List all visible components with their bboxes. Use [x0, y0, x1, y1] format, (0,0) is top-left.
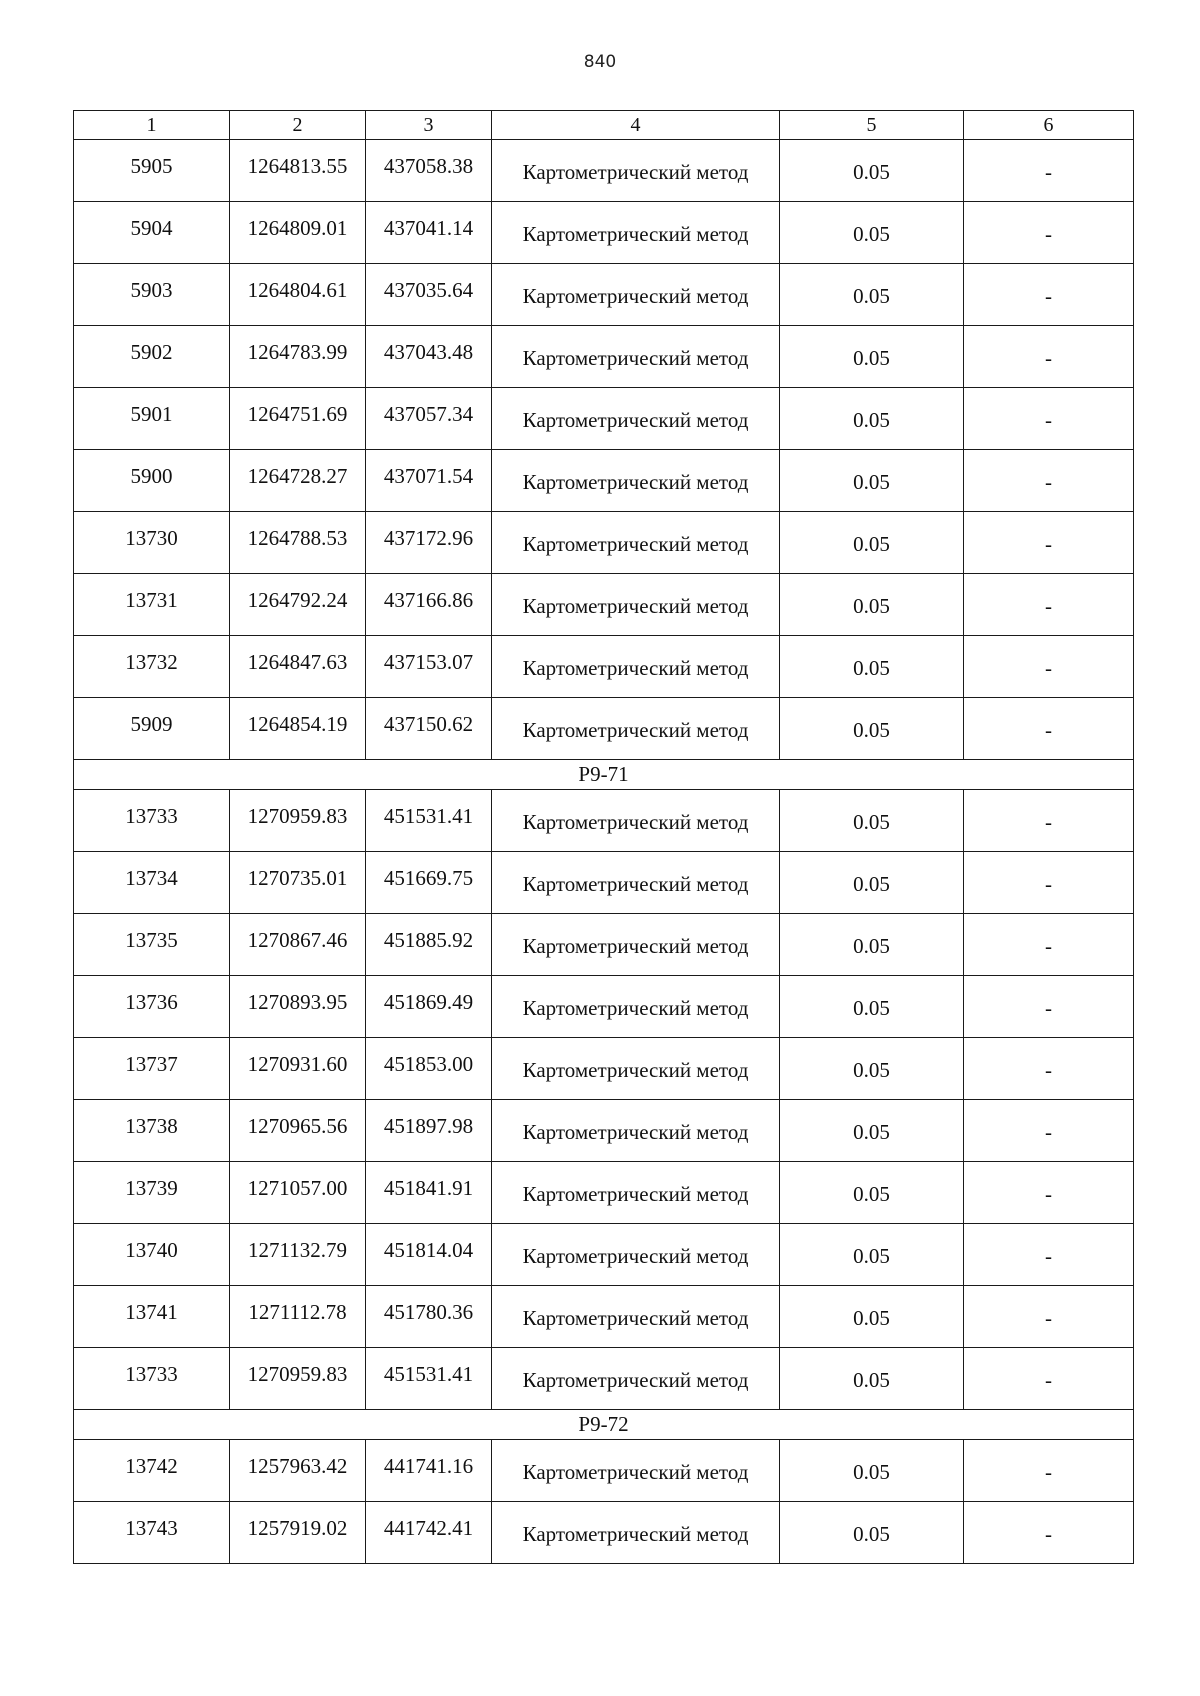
note-cell: -	[964, 450, 1134, 512]
column-header: 5	[780, 111, 964, 140]
note-cell: -	[964, 852, 1134, 914]
accuracy-cell: 0.05	[780, 512, 964, 574]
accuracy-cell: 0.05	[780, 1502, 964, 1564]
y-coordinate-cell: 437057.34	[366, 388, 492, 450]
table-row	[74, 1100, 1134, 1162]
x-coordinate-cell: 1264847.63	[230, 636, 366, 698]
method-cell: Картометрический метод	[492, 388, 780, 450]
note-cell: -	[964, 1162, 1134, 1224]
method-cell: Картометрический метод	[492, 1162, 780, 1224]
column-header: 3	[366, 111, 492, 140]
method-cell: Картометрический метод	[492, 852, 780, 914]
accuracy-cell: 0.05	[780, 1100, 964, 1162]
accuracy-cell: 0.05	[780, 852, 964, 914]
table-row	[74, 1440, 1134, 1502]
table-row	[74, 264, 1134, 326]
method-cell: Картометрический метод	[492, 1440, 780, 1502]
x-coordinate-cell: 1264813.55	[230, 140, 366, 202]
point-number-cell: 13734	[74, 852, 230, 914]
table-row	[74, 1224, 1134, 1286]
x-coordinate-cell: 1271057.00	[230, 1162, 366, 1224]
y-coordinate-cell: 451669.75	[366, 852, 492, 914]
column-header: 2	[230, 111, 366, 140]
point-number-cell: 5903	[74, 264, 230, 326]
point-number-cell: 13743	[74, 1502, 230, 1564]
method-cell: Картометрический метод	[492, 326, 780, 388]
table-row	[74, 976, 1134, 1038]
accuracy-cell: 0.05	[780, 326, 964, 388]
accuracy-cell: 0.05	[780, 1038, 964, 1100]
column-header: 6	[964, 111, 1134, 140]
point-number-cell: 13733	[74, 1348, 230, 1410]
note-cell: -	[964, 1100, 1134, 1162]
table-row	[74, 202, 1134, 264]
note-cell: -	[964, 388, 1134, 450]
method-cell: Картометрический метод	[492, 914, 780, 976]
y-coordinate-cell: 437043.48	[366, 326, 492, 388]
point-number-cell: 13732	[74, 636, 230, 698]
point-number-cell: 5904	[74, 202, 230, 264]
page-number: 840	[583, 52, 617, 72]
column-header: 1	[74, 111, 230, 140]
x-coordinate-cell: 1270893.95	[230, 976, 366, 1038]
table-row	[74, 1348, 1134, 1410]
accuracy-cell: 0.05	[780, 264, 964, 326]
table-row	[74, 698, 1134, 760]
accuracy-cell: 0.05	[780, 914, 964, 976]
point-number-cell: 5902	[74, 326, 230, 388]
method-cell: Картометрический метод	[492, 264, 780, 326]
table-row	[74, 140, 1134, 202]
point-number-cell: 13739	[74, 1162, 230, 1224]
x-coordinate-cell: 1264854.19	[230, 698, 366, 760]
y-coordinate-cell: 451885.92	[366, 914, 492, 976]
table-row	[74, 1162, 1134, 1224]
x-coordinate-cell: 1264804.61	[230, 264, 366, 326]
point-number-cell: 13733	[74, 790, 230, 852]
note-cell: -	[964, 264, 1134, 326]
y-coordinate-cell: 451531.41	[366, 1348, 492, 1410]
note-cell: -	[964, 790, 1134, 852]
y-coordinate-cell: 451897.98	[366, 1100, 492, 1162]
note-cell: -	[964, 1440, 1134, 1502]
accuracy-cell: 0.05	[780, 388, 964, 450]
point-number-cell: 5905	[74, 140, 230, 202]
x-coordinate-cell: 1264792.24	[230, 574, 366, 636]
table-row	[74, 574, 1134, 636]
x-coordinate-cell: 1264783.99	[230, 326, 366, 388]
x-coordinate-cell: 1271112.78	[230, 1286, 366, 1348]
note-cell: -	[964, 1502, 1134, 1564]
method-cell: Картометрический метод	[492, 790, 780, 852]
method-cell: Картометрический метод	[492, 450, 780, 512]
accuracy-cell: 0.05	[780, 450, 964, 512]
note-cell: -	[964, 914, 1134, 976]
x-coordinate-cell: 1257963.42	[230, 1440, 366, 1502]
method-cell: Картометрический метод	[492, 1100, 780, 1162]
method-cell: Картометрический метод	[492, 636, 780, 698]
table-row	[74, 852, 1134, 914]
x-coordinate-cell: 1264809.01	[230, 202, 366, 264]
column-number-header-row	[74, 111, 1134, 140]
accuracy-cell: 0.05	[780, 574, 964, 636]
accuracy-cell: 0.05	[780, 1224, 964, 1286]
accuracy-cell: 0.05	[780, 1348, 964, 1410]
x-coordinate-cell: 1271132.79	[230, 1224, 366, 1286]
note-cell: -	[964, 698, 1134, 760]
accuracy-cell: 0.05	[780, 1440, 964, 1502]
method-cell: Картометрический метод	[492, 1348, 780, 1410]
point-number-cell: 5909	[74, 698, 230, 760]
x-coordinate-cell: 1264751.69	[230, 388, 366, 450]
note-cell: -	[964, 1038, 1134, 1100]
table-row	[74, 1286, 1134, 1348]
x-coordinate-cell: 1257919.02	[230, 1502, 366, 1564]
point-number-cell: 13730	[74, 512, 230, 574]
table-row	[74, 450, 1134, 512]
x-coordinate-cell: 1270867.46	[230, 914, 366, 976]
x-coordinate-cell: 1270965.56	[230, 1100, 366, 1162]
table-row	[74, 388, 1134, 450]
x-coordinate-cell: 1270959.83	[230, 790, 366, 852]
y-coordinate-cell: 437172.96	[366, 512, 492, 574]
point-number-cell: 5901	[74, 388, 230, 450]
method-cell: Картометрический метод	[492, 202, 780, 264]
method-cell: Картометрический метод	[492, 976, 780, 1038]
method-cell: Картометрический метод	[492, 698, 780, 760]
point-number-cell: 13736	[74, 976, 230, 1038]
point-number-cell: 13741	[74, 1286, 230, 1348]
method-cell: Картометрический метод	[492, 512, 780, 574]
x-coordinate-cell: 1264788.53	[230, 512, 366, 574]
accuracy-cell: 0.05	[780, 202, 964, 264]
y-coordinate-cell: 451841.91	[366, 1162, 492, 1224]
y-coordinate-cell: 437058.38	[366, 140, 492, 202]
note-cell: -	[964, 1348, 1134, 1410]
x-coordinate-cell: 1264728.27	[230, 450, 366, 512]
table-row	[74, 1038, 1134, 1100]
accuracy-cell: 0.05	[780, 1286, 964, 1348]
y-coordinate-cell: 451780.36	[366, 1286, 492, 1348]
method-cell: Картометрический метод	[492, 1286, 780, 1348]
section-title-row	[74, 1410, 1134, 1440]
method-cell: Картометрический метод	[492, 140, 780, 202]
y-coordinate-cell: 437041.14	[366, 202, 492, 264]
point-number-cell: 13737	[74, 1038, 230, 1100]
point-number-cell: 13740	[74, 1224, 230, 1286]
y-coordinate-cell: 451814.04	[366, 1224, 492, 1286]
note-cell: -	[964, 202, 1134, 264]
column-header: 4	[492, 111, 780, 140]
y-coordinate-cell: 437166.86	[366, 574, 492, 636]
x-coordinate-cell: 1270735.01	[230, 852, 366, 914]
note-cell: -	[964, 326, 1134, 388]
note-cell: -	[964, 636, 1134, 698]
y-coordinate-cell: 437153.07	[366, 636, 492, 698]
y-coordinate-cell: 451531.41	[366, 790, 492, 852]
note-cell: -	[964, 1286, 1134, 1348]
y-coordinate-cell: 441742.41	[366, 1502, 492, 1564]
y-coordinate-cell: 451869.49	[366, 976, 492, 1038]
accuracy-cell: 0.05	[780, 636, 964, 698]
accuracy-cell: 0.05	[780, 1162, 964, 1224]
point-number-cell: 5900	[74, 450, 230, 512]
y-coordinate-cell: 441741.16	[366, 1440, 492, 1502]
accuracy-cell: 0.05	[780, 790, 964, 852]
point-number-cell: 13742	[74, 1440, 230, 1502]
note-cell: -	[964, 512, 1134, 574]
point-number-cell: 13735	[74, 914, 230, 976]
point-number-cell: 13731	[74, 574, 230, 636]
note-cell: -	[964, 574, 1134, 636]
section-title: Р9-71	[74, 760, 1134, 790]
method-cell: Картометрический метод	[492, 574, 780, 636]
coordinates-table	[73, 110, 1134, 1564]
y-coordinate-cell: 437071.54	[366, 450, 492, 512]
table-row	[74, 326, 1134, 388]
y-coordinate-cell: 451853.00	[366, 1038, 492, 1100]
note-cell: -	[964, 140, 1134, 202]
note-cell: -	[964, 1224, 1134, 1286]
table-row	[74, 914, 1134, 976]
section-title: Р9-72	[74, 1410, 1134, 1440]
table-row	[74, 790, 1134, 852]
accuracy-cell: 0.05	[780, 140, 964, 202]
y-coordinate-cell: 437035.64	[366, 264, 492, 326]
accuracy-cell: 0.05	[780, 698, 964, 760]
method-cell: Картометрический метод	[492, 1038, 780, 1100]
note-cell: -	[964, 976, 1134, 1038]
section-title-row	[74, 760, 1134, 790]
point-number-cell: 13738	[74, 1100, 230, 1162]
table-row	[74, 512, 1134, 574]
y-coordinate-cell: 437150.62	[366, 698, 492, 760]
x-coordinate-cell: 1270931.60	[230, 1038, 366, 1100]
x-coordinate-cell: 1270959.83	[230, 1348, 366, 1410]
method-cell: Картометрический метод	[492, 1502, 780, 1564]
table-row	[74, 1502, 1134, 1564]
table-row	[74, 636, 1134, 698]
method-cell: Картометрический метод	[492, 1224, 780, 1286]
accuracy-cell: 0.05	[780, 976, 964, 1038]
coordinates-table-body	[74, 111, 1134, 1564]
